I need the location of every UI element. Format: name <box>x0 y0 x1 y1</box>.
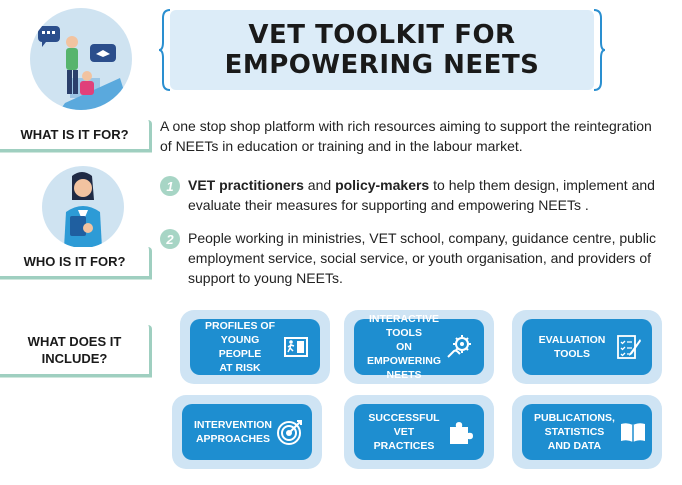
tile-profiles-line-1: PROFILES OF <box>204 320 275 332</box>
who-item-1-text <box>188 175 658 215</box>
what-does-it-include-label <box>0 325 152 377</box>
tile-publications[interactable] <box>512 395 662 469</box>
who-item-1-connector: and <box>303 177 336 193</box>
tile-profiles-line-3: AT RISK <box>219 362 261 374</box>
tile-interactive-line-1: INTERACTIVE TOOLS <box>368 313 439 339</box>
tile-intervention[interactable] <box>172 395 322 469</box>
tile-evaluation-line-2: TOOLS <box>554 348 590 360</box>
include-label-line-1: WHAT DOES IT <box>27 333 122 349</box>
tile-intervention-line-1: INTERVENTION <box>194 419 272 431</box>
who-item-1-rest: to help them design, implement and evaluate their measures for supporting and empowering NEETs . <box>188 177 655 213</box>
page-title <box>170 10 594 90</box>
tile-interactive-tools[interactable] <box>344 310 494 384</box>
puzzle-icon <box>446 418 474 446</box>
who-item-1-bold-2: policy-makers <box>335 177 430 193</box>
tile-successful-line-3: PRACTICES <box>373 440 435 452</box>
exit-sign-icon <box>282 333 310 361</box>
tile-profiles-line-2: YOUNG PEOPLE <box>218 334 262 360</box>
people-chat-icon <box>30 8 132 110</box>
tile-successful-line-1: SUCCESSFUL <box>368 412 440 424</box>
tile-interactive-line-2: ON EMPOWERING <box>366 341 442 367</box>
tile-publications-line-3: AND DATA <box>547 440 602 452</box>
who-is-it-for-label: WHO IS IT FOR? <box>0 247 152 279</box>
what-is-it-for-label: WHAT IS IT FOR? <box>0 120 152 152</box>
tile-evaluation-line-1: EVALUATION <box>538 334 606 346</box>
right-brace-icon <box>592 8 606 92</box>
include-label-line-2: INCLUDE? <box>41 350 108 366</box>
tile-publications-line-2: STATISTICS <box>544 426 605 438</box>
woman-with-folder-icon <box>42 166 124 248</box>
tile-successful-line-2: VET <box>393 426 415 438</box>
who-item-1-bold-1: VET practitioners <box>188 177 304 193</box>
tile-evaluation-tools[interactable] <box>512 310 662 384</box>
tile-publications-line-1: PUBLICATIONS, <box>534 412 615 424</box>
list-number-2: 2 <box>160 229 180 249</box>
tile-profiles[interactable] <box>180 310 330 384</box>
people-chat-illustration <box>30 8 132 110</box>
tile-interactive-line-3: NEETS <box>386 369 422 381</box>
title-banner <box>158 8 606 94</box>
target-icon <box>276 418 304 446</box>
tile-successful-practices[interactable] <box>344 395 494 469</box>
tile-intervention-line-2: APPROACHES <box>195 433 271 445</box>
gear-hand-icon <box>446 333 474 361</box>
title-line-2: EMPOWERING NEETS <box>224 50 540 80</box>
woman-illustration <box>42 166 124 248</box>
book-icon <box>619 418 647 446</box>
list-number-1: 1 <box>160 176 180 196</box>
who-item-2-text: People working in ministries, VET school, company, guidance centre, public employment service, social service, or youth organisation, and providers of support to young NEETs. <box>188 230 656 286</box>
checklist-pencil-icon <box>614 333 642 361</box>
title-line-1: VET TOOLKIT FOR <box>248 20 516 50</box>
what-is-it-for-text: A one stop shop platform with rich resources aiming to support the reintegration of NEETs in education or training and in the labour market. <box>160 118 652 154</box>
